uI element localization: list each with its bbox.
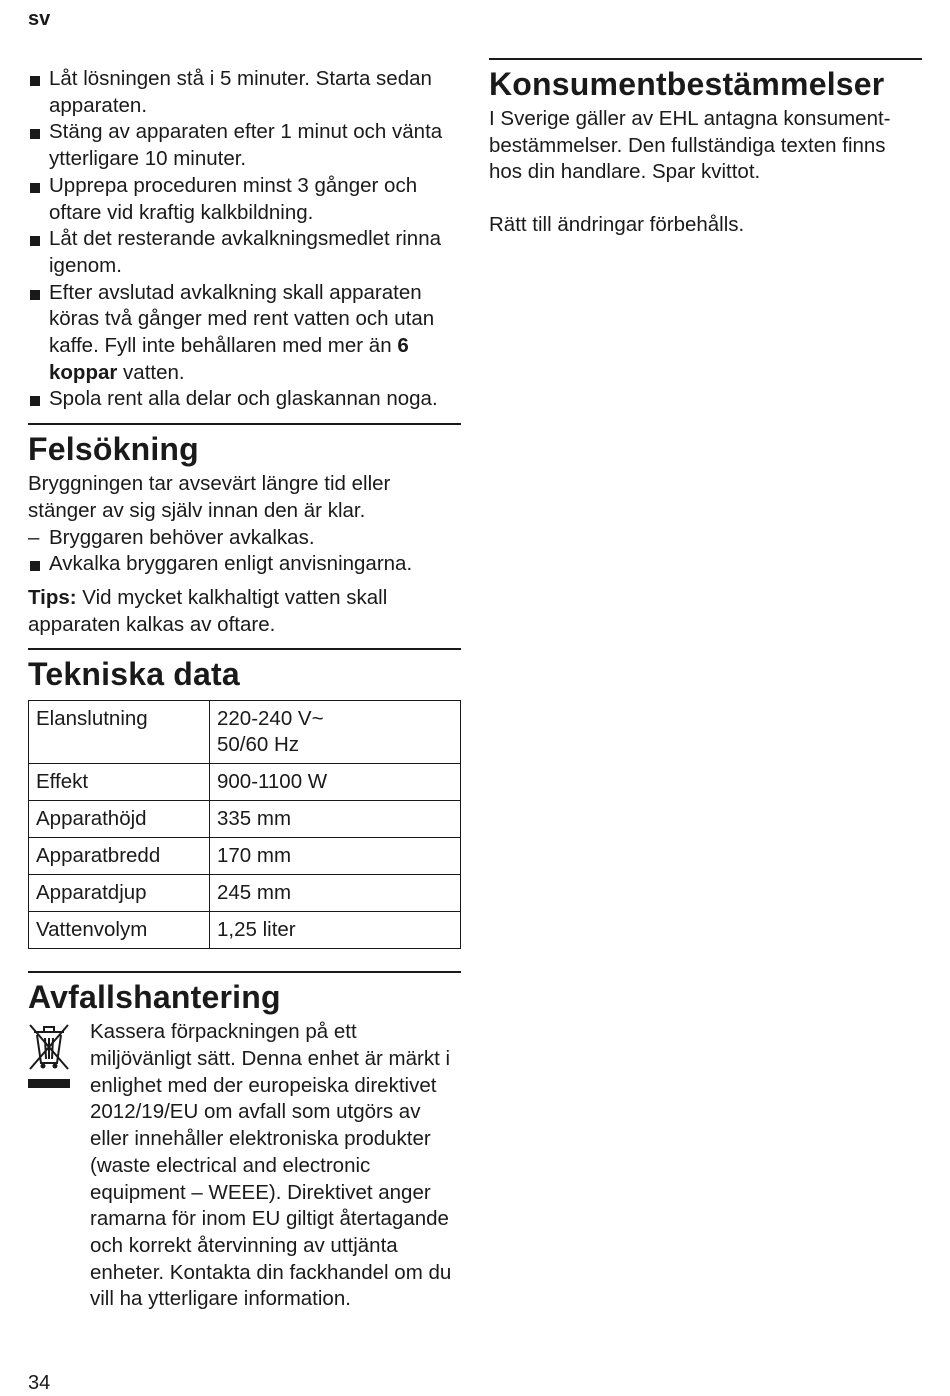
right-column	[489, 58, 922, 239]
section-title: Felsökning	[28, 431, 199, 468]
disposal-section	[28, 971, 461, 1313]
spec-key: Apparathöjd	[29, 801, 210, 838]
spec-value-line: 50/60 Hz	[217, 733, 300, 757]
table-row	[29, 701, 461, 764]
problem-text: Bryggningen tar avsevärt längre tid eller stänger av sig själv innan den är klar.	[28, 472, 391, 522]
tips-label: Tips:	[28, 585, 77, 609]
spec-key: Apparatdjup	[29, 875, 210, 912]
list-item: Stäng av apparaten efter 1 minut och vänta ytterligare 10 minuter.	[28, 119, 461, 172]
table-row	[29, 801, 461, 838]
step-text: vatten.	[117, 360, 185, 384]
specs-table	[28, 700, 461, 949]
spec-value: 1,25 liter	[210, 912, 461, 949]
tips-paragraph	[28, 585, 461, 638]
spec-value: 245 mm	[210, 875, 461, 912]
list-item: Låt lösningen stå i 5 minuter. Starta sedan apparaten.	[28, 66, 461, 119]
cause-text: – Bryggaren behöver avkalkas.	[28, 525, 461, 552]
table-row	[29, 764, 461, 801]
list-item: Upprepa proceduren minst 3 gånger och oftare vid kraftig kalkbildning.	[28, 173, 461, 226]
section-title: Avfallshantering	[28, 979, 281, 1016]
step-emphasis: 6 koppar	[49, 334, 409, 384]
consumer-section	[489, 58, 922, 239]
table-row	[29, 875, 461, 912]
spec-key: Vattenvolym	[29, 912, 210, 949]
spec-value: 170 mm	[210, 838, 461, 875]
section-title: Tekniska data	[28, 656, 240, 693]
troubleshooting-section	[28, 423, 461, 638]
step-text: Efter avslutad avkalkning skall apparaten köras två gånger med rent vatten och utan kaffe. Fyll inte behållaren med mer än	[49, 280, 435, 358]
remedy-list	[28, 551, 461, 578]
spec-value: 335 mm	[210, 801, 461, 838]
table-row	[29, 912, 461, 949]
spec-key: Apparatbredd	[29, 838, 210, 875]
changes-note: Rätt till ändringar förbehålls.	[489, 213, 745, 237]
spec-value	[210, 701, 461, 764]
spec-value-line: 220-240 V~	[217, 707, 324, 731]
list-item: Spola rent alla delar och glaskannan noga.	[28, 386, 461, 413]
specs-section	[28, 648, 461, 949]
descaling-steps-list	[28, 66, 461, 413]
spec-value: 900-1100 W	[210, 764, 461, 801]
language-code: sv	[28, 8, 51, 30]
list-item: Avkalka bryggaren enligt anvisningarna.	[28, 551, 461, 578]
tips-text: Vid mycket kalkhaltigt vatten skall apparaten kalkas av oftare.	[28, 585, 388, 636]
spec-key: Effekt	[29, 764, 210, 801]
page-number: 34	[28, 1372, 51, 1394]
list-item	[28, 280, 461, 387]
weee-crossed-bin-icon	[28, 1023, 70, 1093]
table-row	[29, 838, 461, 875]
left-column	[28, 66, 461, 1313]
consumer-text: I Sverige gäller av EHL antagna konsumentbestämmelser. Den fullständiga texten finns hos din handlare. Spar kvittot.	[489, 107, 891, 184]
disposal-body	[28, 1019, 461, 1313]
list-item: Låt det resterande avkalkningsmedlet rinna igenom.	[28, 226, 461, 279]
spec-key: Elanslutning	[29, 701, 210, 764]
disposal-text: Kassera förpackningen på ett miljövänligt sätt. Denna enhet är märkt i enlighet med der europeiska direktivet 2012/19/EU om avfall som utgörs av eller innehåller elektroniska produkter (waste electrical and electronic equipment – WEEE). Direktivet anger ramarna för inom EU giltigt återtagande och korrekt återvinning av uttjänta enheter. Kontakta din fackhandel om du vill ha ytterligare information.	[90, 1020, 452, 1311]
section-title: Konsumentbestämmelser	[489, 66, 885, 102]
